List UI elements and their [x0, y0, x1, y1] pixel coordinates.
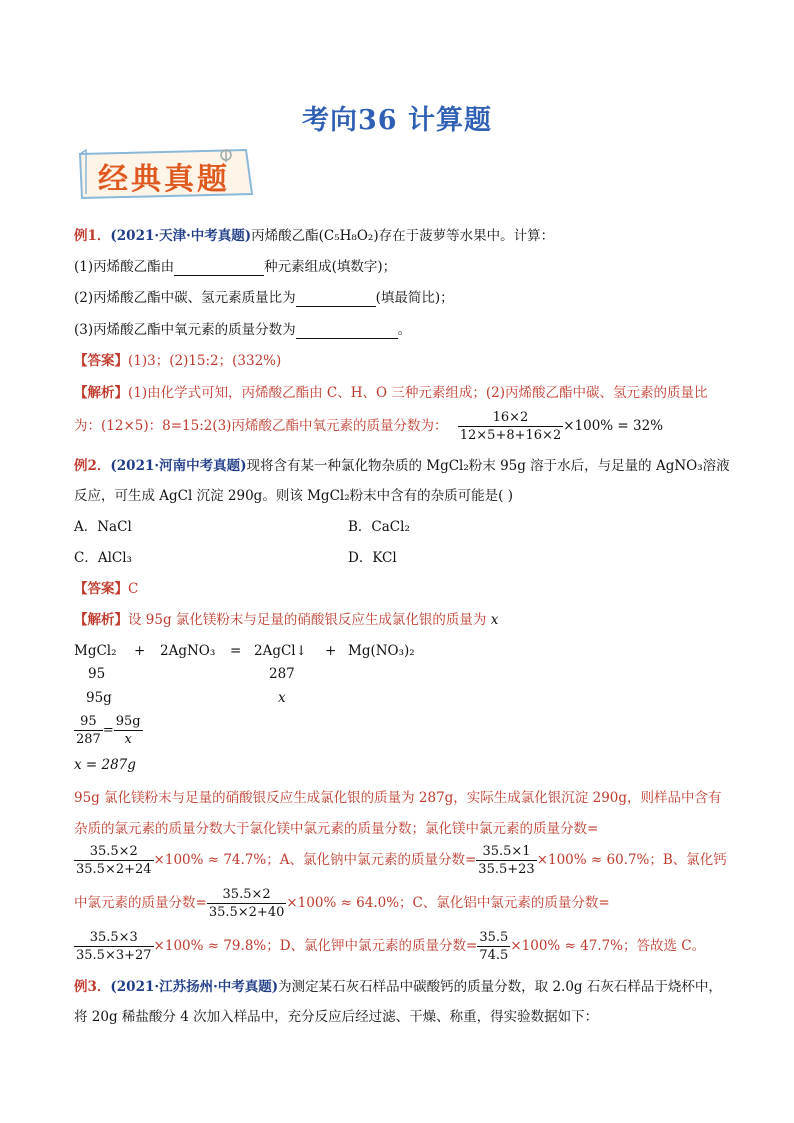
q1-answer-value: (1)3；(2)15:2；(332%) [128, 353, 282, 369]
eq-plus1: + [134, 643, 146, 659]
q2-analysis-line1 [74, 611, 498, 629]
q2-calc-line2 [74, 886, 610, 921]
eq-reactant2: 2AgNO₃ [160, 643, 216, 659]
q1-analysis-label: 【解析】 [74, 385, 128, 401]
q1-blank-1[interactable] [174, 261, 264, 276]
frac-mgcl2 [74, 843, 154, 878]
q3-stem-line1 [74, 978, 722, 996]
q1-source: (2021·天津·中考真题) [110, 228, 252, 244]
section-banner [76, 148, 254, 200]
frac-kcl [477, 929, 510, 964]
frac-alcl3-tail: ×100% ≈ 79.8%；D、氯化钾中氯元素的质量分数= [153, 938, 478, 954]
q2-option-b[interactable]: B．CaCl₂ [348, 519, 410, 535]
q3-stem1: 为测定某石灰石样品中碳酸钙的质量分数，取 2.0g 石灰石样品于烧杯中， [278, 979, 722, 995]
ratio-right-den: x [114, 730, 143, 748]
q2-calc-line3 [74, 929, 705, 964]
q3-label: 例3． [74, 979, 111, 995]
frac-kcl-tail: ×100% ≈ 47.7%；答故选 C。 [510, 938, 706, 954]
frac-alcl3-den: 35.5×3+27 [76, 948, 152, 963]
q2-para2: 杂质的氯元素的质量分数大于氯化镁中氯元素的质量分数；氯化镁中氯元素的质量分数= [74, 821, 599, 837]
q1-part1 [74, 258, 396, 276]
q2-stem-line2: 反应，可生成 AgCl 沉淀 290g。则该 MgCl₂粉末中含有的杂质可能是( ) [74, 488, 513, 504]
q1-analysis-text1: (1)由化学式可知，丙烯酸乙酯由 C、H、O 三种元素组成；(2)丙烯酸乙酯中碳、氢元素的质量比 [128, 385, 708, 401]
page-title: 考向36 计算题 [302, 105, 492, 136]
q2-variable-x: x [490, 612, 499, 628]
frac-cacl2-num: 35.5×2 [222, 887, 271, 902]
q2-answer-label: 【答案】 [74, 581, 128, 597]
q1-blank-3[interactable] [296, 324, 398, 339]
q1-frac-tail: ×100% = 32% [563, 418, 664, 434]
q1-frac-den: 12×5+8+16×2 [459, 428, 562, 443]
frac-nacl-tail: ×100% ≈ 60.7%；B、氯化钙 [536, 852, 727, 868]
q2-option-d[interactable]: D．KCl [348, 550, 397, 566]
q1-part2-a: (2)丙烯酸乙酯中碳、氢元素质量比为 [74, 290, 296, 306]
q1-part1-a: (1)丙烯酸乙酯由 [74, 259, 175, 275]
frac-kcl-den: 74.5 [479, 948, 509, 963]
q1-frac-num: 16×2 [492, 410, 529, 425]
q2-answer-value: C [128, 581, 139, 597]
q1-part2-b: (填最简比)； [375, 290, 454, 306]
frac-nacl-den: 35.5+23 [478, 862, 535, 877]
eq-given-mgcl2: 95g [86, 690, 112, 706]
q1-label: 例1． [74, 228, 111, 244]
q1-part3-b: 。 [397, 322, 412, 338]
eq-product1: 2AgCl↓ [254, 643, 307, 659]
q2-calc-line1 [74, 843, 727, 878]
ratio-left-num: 95 [80, 714, 97, 729]
frac-alcl3-num: 35.5×3 [89, 930, 138, 945]
q1-part3-a: (3)丙烯酸乙酯中氧元素的质量分数为 [74, 322, 296, 338]
q1-answer-label: 【答案】 [74, 353, 128, 369]
q2-analysis-text1: 设 95g 氯化镁粉末与足量的硝酸银反应生成氯化银的质量为 [128, 612, 487, 628]
calc-line2-lead: 中氯元素的质量分数= [74, 895, 207, 911]
eq-equals: = [230, 643, 242, 659]
frac-cacl2-tail: ×100% ≈ 64.0%；C、氯化铝中氯元素的质量分数= [286, 895, 610, 911]
q2-source: (2021·河南中考真题) [110, 458, 247, 474]
eq-product2: Mg(NO₃)₂ [348, 643, 415, 659]
q1-answer [74, 352, 281, 370]
q1-stem-line [74, 227, 554, 245]
frac-nacl [476, 843, 536, 878]
q1-stem: 丙烯酸乙酯(C₅H₈O₂)存在于菠萝等水果中。计算： [251, 228, 555, 244]
frac-mgcl2-tail: ×100% ≈ 74.7%；A、氯化钠中氯元素的质量分数= [153, 852, 477, 868]
q1-analysis-line2 [74, 409, 663, 444]
q1-part3 [74, 321, 411, 339]
frac-mgcl2-den: 35.5×2+24 [76, 862, 152, 877]
frac-alcl3 [74, 929, 154, 964]
frac-cacl2-den: 35.5×2+40 [208, 905, 285, 920]
ratio-left [74, 713, 103, 748]
frac-mgcl2-num: 35.5×2 [89, 844, 138, 859]
q3-source: (2021·江苏扬州·中考真题) [110, 979, 279, 995]
q2-para1: 95g 氯化镁粉末与足量的硝酸银反应生成氯化银的质量为 287g，实际生成氯化银沉淀 290g，则样品中含有 [74, 790, 722, 806]
q2-option-a[interactable]: A．NaCl [74, 519, 132, 535]
q1-fraction [458, 409, 563, 444]
q2-label: 例2． [74, 458, 111, 474]
eq-unknown-agcl: x [278, 690, 286, 706]
eq-mass-agcl: 287 [269, 666, 295, 682]
q1-analysis-line1 [74, 384, 708, 402]
q2-answer [74, 580, 138, 598]
q2-stem1: 现将含有某一种氯化物杂质的 MgCl₂粉末 95g 溶于水后，与足量的 AgNO₃溶液 [246, 458, 730, 474]
frac-nacl-num: 35.5×1 [482, 844, 531, 859]
q3-stem-line2: 将 20g 稀盐酸分 4 次加入样品中，充分反应后经过滤、干燥、称重，得实验数据如下： [74, 1009, 599, 1025]
banner-label: 经典真题 [98, 162, 230, 197]
frac-kcl-num: 35.5 [479, 930, 509, 945]
eq-plus2: + [325, 643, 337, 659]
q2-stem-line1 [74, 457, 730, 475]
ratio-right [114, 713, 143, 748]
ratio-equation [74, 713, 143, 748]
ratio-right-num: 95g [115, 714, 141, 729]
q1-part2 [74, 289, 454, 307]
eq-mass-mgcl2: 95 [88, 666, 106, 682]
q1-part1-b: 种元素组成(填数字)； [264, 259, 397, 275]
q2-option-c[interactable]: C．AlCl₃ [74, 550, 132, 566]
ratio-left-den: 287 [76, 732, 101, 747]
q2-analysis-label: 【解析】 [74, 612, 128, 628]
q2-result: x = 287g [74, 757, 136, 773]
frac-cacl2 [207, 886, 287, 921]
q1-blank-2[interactable] [296, 292, 376, 307]
eq-reactant1: MgCl₂ [74, 643, 117, 659]
q1-analysis-text2: 为：(12×5)：8=15:2(3)丙烯酸乙酯中氧元素的质量分数为： [74, 418, 448, 434]
ratio-equals: = [102, 723, 114, 738]
